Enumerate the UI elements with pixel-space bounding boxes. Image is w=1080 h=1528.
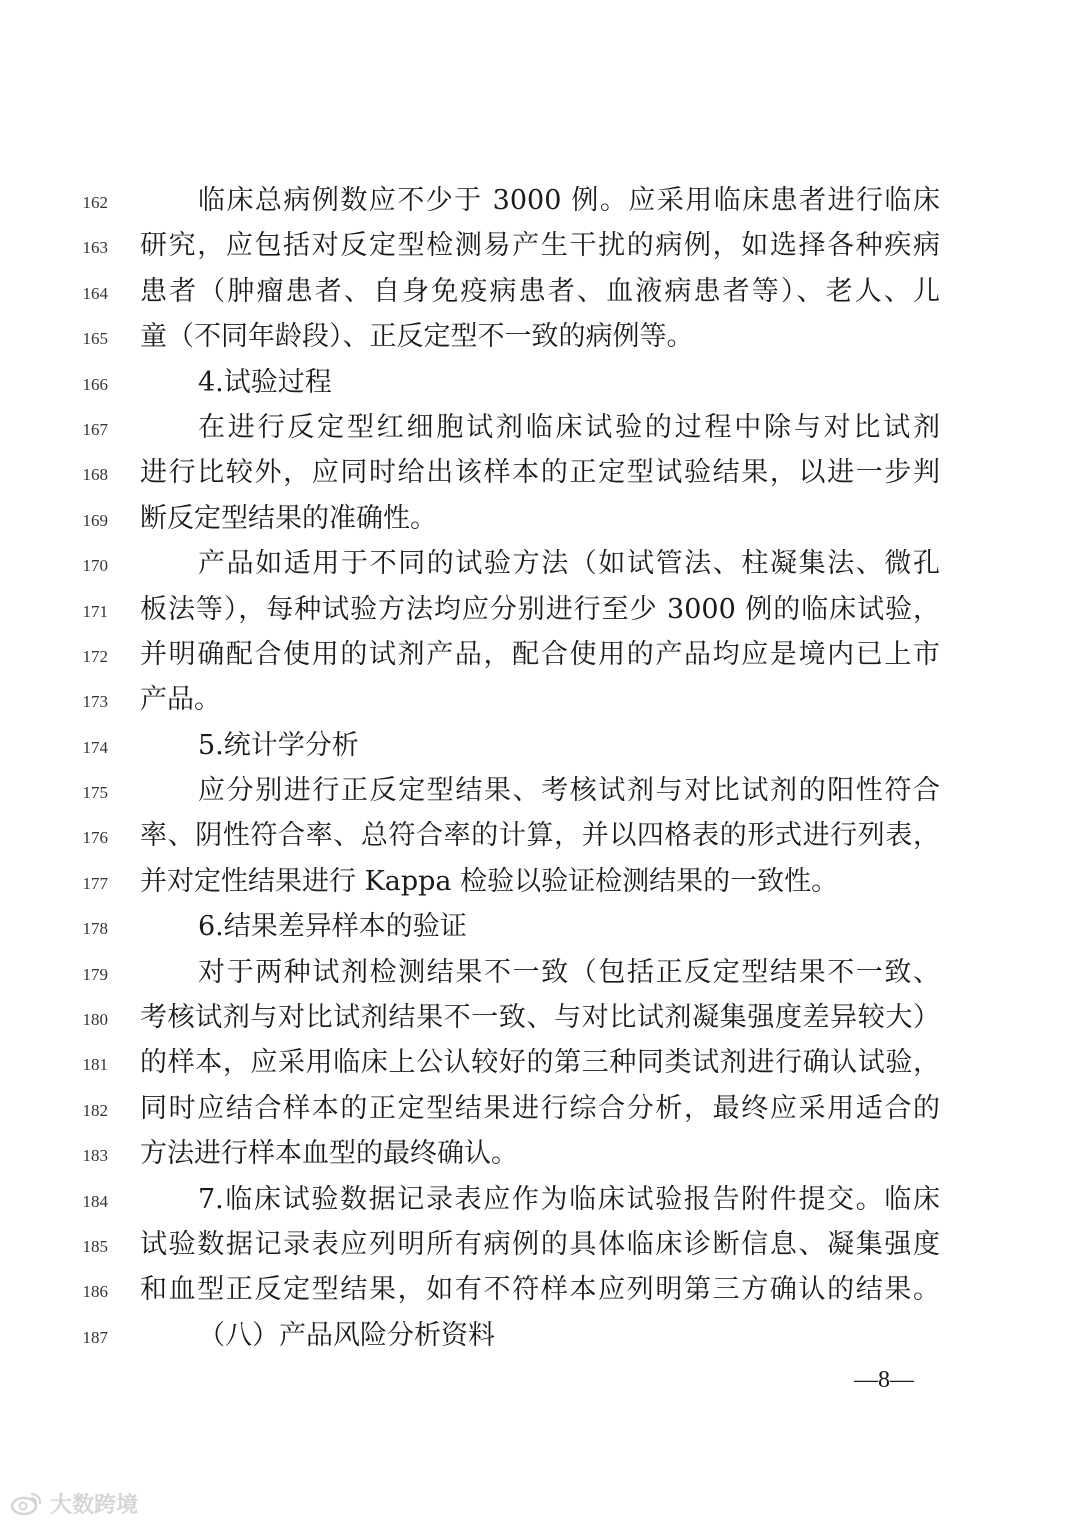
- line-number: 162: [82, 193, 108, 212]
- line-number: 182: [82, 1100, 108, 1120]
- text-line: [0, 314, 1080, 359]
- text-line: [0, 723, 1080, 768]
- line-text: 对于两种试剂检测结果不一致（包括正反定型结果不一致、: [198, 956, 940, 988]
- section-heading: 5.统计学分析: [198, 729, 359, 761]
- text-line: [0, 904, 1080, 949]
- line-number: 174: [82, 737, 108, 757]
- line-number: 166: [82, 374, 108, 394]
- text-line: [0, 995, 1080, 1040]
- line-text: 断反定型结果的准确性。: [140, 502, 437, 534]
- line-number: 173: [82, 692, 108, 712]
- text-line: [0, 950, 1080, 995]
- text-line: [0, 1313, 1080, 1358]
- line-text: 试验数据记录表应列明所有病例的具体临床诊断信息、凝集强度: [140, 1228, 940, 1260]
- line-number: 175: [82, 783, 108, 803]
- text-line: [0, 677, 1080, 722]
- line-number: 180: [82, 1010, 108, 1030]
- text-line: [0, 1086, 1080, 1131]
- line-text: 并明确配合使用的试剂产品，配合使用的产品均应是境内已上市: [140, 638, 940, 670]
- text-line: [0, 1131, 1080, 1176]
- text-body: [0, 178, 1080, 1358]
- line-number: 168: [82, 465, 108, 485]
- text-line: [0, 1222, 1080, 1267]
- weibo-icon: [10, 1490, 44, 1516]
- line-number: 165: [82, 329, 108, 349]
- text-line: [0, 541, 1080, 586]
- text-line: [0, 632, 1080, 677]
- line-text: 研究，应包括对反定型检测易产生干扰的病例，如选择各种疾病: [140, 230, 940, 262]
- line-number: 179: [82, 964, 108, 984]
- text-line: [0, 405, 1080, 450]
- text-line: [0, 269, 1080, 314]
- line-number: 167: [82, 419, 108, 439]
- line-text: 童（不同年龄段）、正反定型不一致的病例等。: [140, 321, 694, 353]
- text-line: [0, 450, 1080, 495]
- text-line: [0, 178, 1080, 223]
- line-text: 应分别进行正反定型结果、考核试剂与对比试剂的阳性符合: [198, 775, 940, 807]
- line-number: 181: [82, 1055, 108, 1075]
- line-number: 183: [82, 1146, 108, 1166]
- line-number: 185: [82, 1236, 108, 1256]
- text-line: [0, 360, 1080, 405]
- text-line: [0, 587, 1080, 632]
- line-text: 并对定性结果进行 Kappa 检验以验证检测结果的一致性。: [140, 865, 839, 897]
- text-line: [0, 1267, 1080, 1312]
- watermark: [10, 1488, 138, 1518]
- text-line: [0, 223, 1080, 268]
- line-number: 170: [82, 556, 108, 576]
- line-text: 产品如适用于不同的试验方法（如试管法、柱凝集法、微孔: [198, 548, 940, 580]
- section-heading: 6.结果差异样本的验证: [198, 911, 467, 943]
- line-text: 板法等），每种试验方法均应分别进行至少 3000 例的临床试验，: [140, 593, 940, 625]
- line-number: 184: [82, 1191, 108, 1211]
- line-text: 7.临床试验数据记录表应作为临床试验报告附件提交。临床: [198, 1183, 940, 1215]
- text-line: [0, 496, 1080, 541]
- watermark-text: 大数跨境: [50, 1492, 139, 1518]
- text-line: [0, 1040, 1080, 1085]
- line-number: 169: [82, 510, 108, 530]
- line-text: 在进行反定型红细胞试剂临床试验的过程中除与对比试剂: [198, 411, 940, 443]
- line-number: 171: [82, 601, 108, 621]
- text-line: [0, 859, 1080, 904]
- line-number: 172: [82, 646, 108, 666]
- line-text: 进行比较外，应同时给出该样本的正定型试验结果，以进一步判: [140, 457, 940, 489]
- line-number: 186: [82, 1282, 108, 1302]
- section-heading: 4.试验过程: [198, 366, 332, 398]
- line-number: 164: [82, 283, 108, 303]
- text-line: [0, 813, 1080, 858]
- page-number: —8—: [854, 1367, 914, 1393]
- text-line: [0, 768, 1080, 813]
- line-text: 同时应结合样本的正定型结果进行综合分析，最终应采用适合的: [140, 1092, 940, 1124]
- line-number: 163: [82, 238, 108, 258]
- text-line: [0, 1177, 1080, 1222]
- line-text: 产品。: [140, 684, 221, 716]
- section-heading: （八）产品风险分析资料: [198, 1319, 495, 1351]
- line-number: 177: [82, 873, 108, 893]
- line-text: 患者（肿瘤患者、自身免疫病患者、血液病患者等）、老人、儿: [140, 275, 940, 307]
- line-text: 临床总病例数应不少于 3000 例。应采用临床患者进行临床: [198, 185, 940, 216]
- line-number: 176: [82, 828, 108, 848]
- line-text: 率、阴性符合率、总符合率的计算，并以四格表的形式进行列表，: [140, 820, 940, 852]
- line-text: 考核试剂与对比试剂结果不一致、与对比试剂凝集强度差异较大）: [140, 1002, 940, 1034]
- line-text: 方法进行样本血型的最终确认。: [140, 1138, 518, 1170]
- line-number: 178: [82, 919, 108, 939]
- line-number: 187: [82, 1327, 108, 1347]
- line-text: 的样本，应采用临床上公认较好的第三种同类试剂进行确认试验，: [140, 1047, 940, 1079]
- line-text: 和血型正反定型结果，如有不符样本应列明第三方确认的结果。: [140, 1274, 940, 1306]
